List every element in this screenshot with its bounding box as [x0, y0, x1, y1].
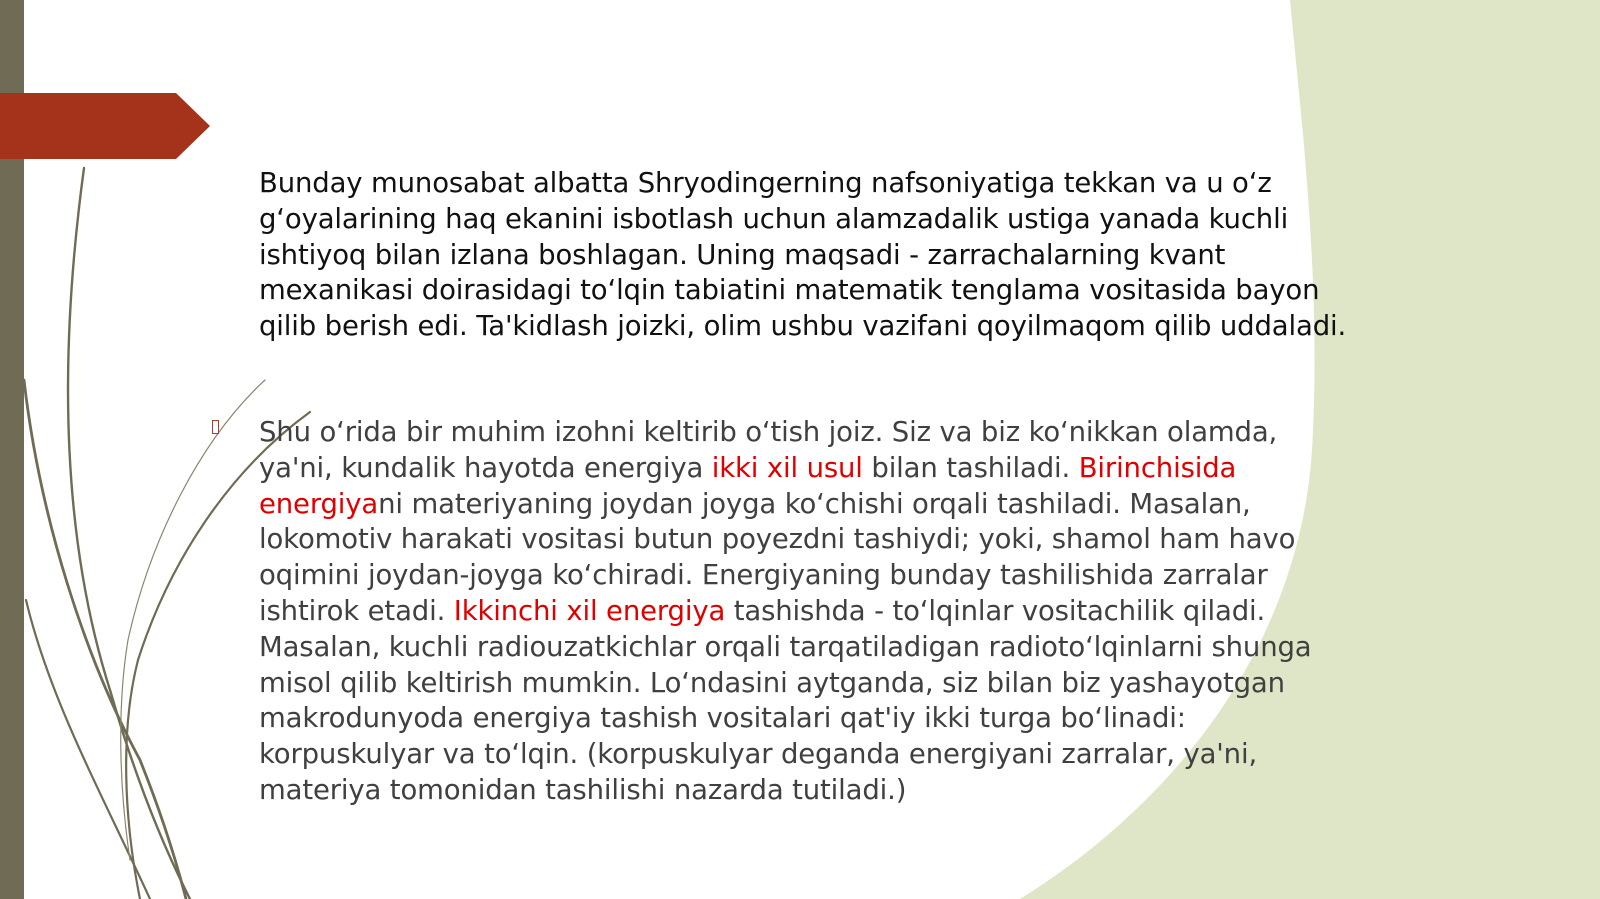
paragraph-2-text-2: bilan tashiladi.	[862, 451, 1079, 484]
accent-arrow-tab	[0, 93, 210, 159]
highlight-birinchisida-energiya: Birinchisida energiya	[259, 451, 1237, 520]
paragraph-2-text-1: Shu o‘rida bir muhim izohni keltirib o‘tish joiz. Siz va biz ko‘nikkan olamda, ya'ni, kundalik hayotda energiya	[259, 416, 1278, 484]
highlight-ikkinchi-xil-energiya: Ikkinchi xil energiya	[453, 594, 726, 627]
paragraph-2	[259, 415, 1349, 809]
paragraph-2-text-4: tashishda - to‘lqinlar vositachilik qiladi. Masalan, kuchli radiouzatkichlar orqali tarqatiladigan radioto‘lqinlarni shunga misol qilib keltirish mumkin. Lo‘ndasini aytganda, siz bilan biz yashayotgan makrodunyoda energiya tashish vositalari qat'iy ikki turga bo‘linadi: korpuskulyar va to‘lqin. (korpuskulyar deganda energiyani zarralar, ya'ni, materiya tomonidan tashilishi nazarda tutiladi.)	[259, 594, 1312, 806]
paragraph-1: Bunday munosabat albatta Shryodingerning nafsoniyatiga tekkan va u o‘z g‘oyalarining haq ekanini isbotlash uchun alamzadalik ustiga yanada kuchli ishtiyoq bilan izlana boshlagan. Uning maqsadi - zarrachalarning kvant mexanikasi doirasidagi to‘lqin tabiatini matematik tenglama vositasida bayon qilib berish edi. Ta'kidlash joizki, olim ushbu vazifani qoyilmaqom qilib uddaladi.	[259, 167, 1347, 343]
paragraph-2-text-3: ni materiyaning joydan joyga ko‘chishi orqali tashiladi. Masalan, lokomotiv harakati vositasi butun poyezdni tashiydi; yoki, shamol ham havo oqimini joydan-joyga ko‘chiradi. Energiyaning bunday tashilishida zarralar ishtirok etadi.	[259, 487, 1296, 627]
highlight-ikki-xil-usul: ikki xil usul	[711, 451, 863, 484]
bullet-icon	[212, 418, 222, 438]
